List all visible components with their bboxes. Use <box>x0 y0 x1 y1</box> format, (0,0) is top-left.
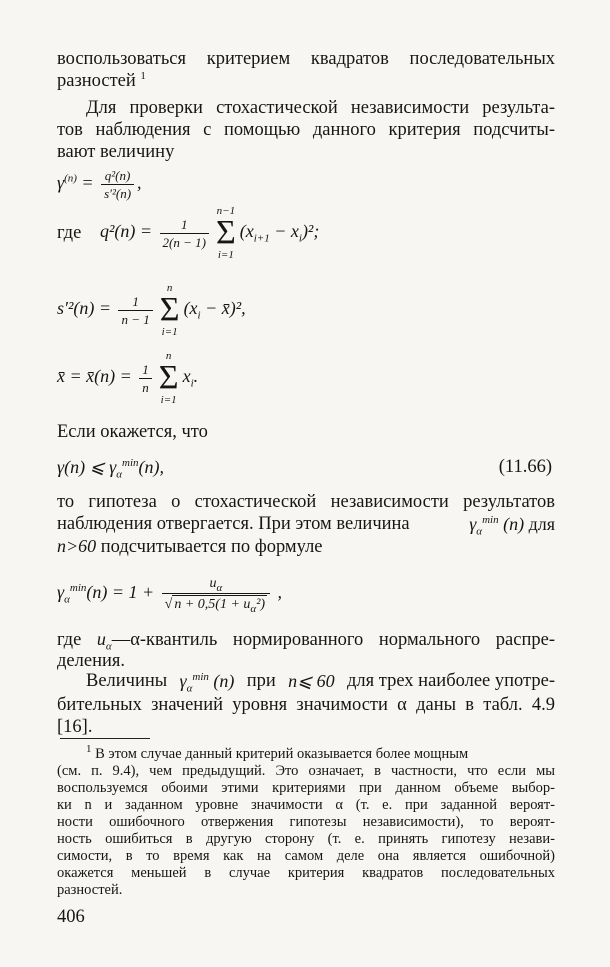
formula-s2: s′²(n) = $\frac{1}{n - 1}$ n Σ i=1 ($x_i$ − x̄)², <box>57 282 246 338</box>
if-text: Если окажется, что <box>57 422 208 442</box>
formula-inequality: γ(n) ⩽ $\gamma_\alpha^{min}(n)$, <box>57 457 165 481</box>
formula-gamma-n: $\gamma^{(n)}$ = $\frac{\text{q²(n)}}{\text{s′²(n)}}$ , <box>57 168 142 201</box>
footnote-divider <box>60 738 150 739</box>
formula-mean: x̄ = x̄(n) = $\frac{1}{n}$ n Σ i=1 $x_i$. <box>57 350 199 406</box>
where-label-2: где <box>57 630 82 650</box>
page-number: 406 <box>57 907 85 927</box>
para3-line-2: деления. <box>57 651 126 671</box>
formula-q2: q²(n) = $\frac{1}{2(n - 1)}$ n−1 Σ i=1 $(x_{i+1} - x_i)^2$; <box>100 205 320 261</box>
para3-line-1-text: —α-квантиль нормированного нормального распре- <box>111 630 555 650</box>
para1-line-1: Для проверки стохастической независимости результа- <box>86 98 555 118</box>
footnote-line-6: ность ошибиться в другую сторону (т. е. принять гипотезу незави- <box>57 831 555 847</box>
footnote-line-4: ки n и заданном уровне значимости α (т. е. при заданной вероят- <box>57 797 555 813</box>
para2-line-1: то гипотеза о стохастической независимости результатов <box>57 492 555 512</box>
intro-line-1: воспользоваться критерием квадратов последовательных <box>57 49 555 69</box>
footnote-mark: 1 <box>86 743 92 756</box>
where-label: где <box>57 223 82 243</box>
para1-line-3: вают величину <box>57 142 175 162</box>
n-gt-60: n>60 <box>57 536 97 556</box>
para4-line-1 <box>86 670 555 695</box>
footnote-line-1 <box>86 743 555 763</box>
gamma-min-inline: $\gamma_\alpha^{min}$ (n) для <box>469 514 555 538</box>
intro-line-2 <box>57 70 146 92</box>
para2-line-3-text: подсчитывается по формуле <box>100 537 323 557</box>
intro-text: разностей <box>57 71 136 91</box>
para4-line-3: [16]. <box>57 717 93 737</box>
footnote-line-3: воспользуемся обоими этими критериями при данном объеме выбор- <box>57 780 555 796</box>
footnote-line-9: разностей. <box>57 882 123 898</box>
footnote-ref: 1 <box>140 69 146 82</box>
para2-line-2 <box>57 513 555 538</box>
footnote-line-2: (см. п. 9.4), чем предыдущий. Это означает, в частности, что если мы <box>57 763 555 779</box>
footnote-line-5: ности ошибочного отвержения гипотезы независимости), то вероят- <box>57 814 555 830</box>
equation-number: (11.66) <box>498 457 552 477</box>
para2-line-2-end: для <box>528 514 555 534</box>
u-alpha: $u_\alpha$ <box>96 629 112 653</box>
n-le-60: n⩽ 60 <box>288 671 335 691</box>
footnote-line-7: симости, в то время как на самом деле она является ошибочной) <box>57 848 555 864</box>
gamma-min-inline-2: $\gamma_\alpha^{min}$ (n) <box>179 671 235 695</box>
footnote-line-8: окажется меньшей в случае критерия квадратов последовательных <box>57 865 555 881</box>
para2-line-3 <box>57 535 323 558</box>
para4-line-2: бительных значений уровня значимости α даны в табл. 4.9 <box>57 695 555 715</box>
para2-line-2-text: наблюдения отвергается. При этом величина <box>57 514 410 534</box>
para4-word-1: Величины <box>86 671 168 691</box>
para1-line-2: тов наблюдения с помощью данного критерия подсчиты- <box>57 120 555 140</box>
para3-line-1 <box>57 628 555 651</box>
para4-line-1-end: для трех наиболее употре- <box>347 671 555 691</box>
para4-word-2: при <box>246 671 276 691</box>
footnote-text-1: В этом случае данный критерий оказывается более мощным <box>95 746 469 762</box>
formula-gamma-min: $\gamma_\alpha^{min}(n) = 1$ + $\frac{u_\alpha}{√ n + 0,5(1 + u_\alpha^2)}$ , <box>57 575 283 615</box>
